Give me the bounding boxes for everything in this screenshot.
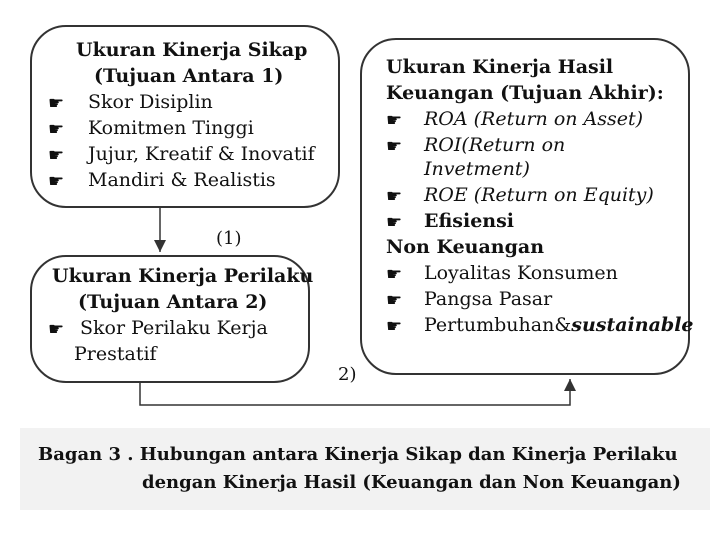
- sikap-item: Komitmen Tinggi: [88, 117, 254, 139]
- pointing-hand-icon: ☚: [48, 171, 65, 192]
- pointing-hand-icon: ☚: [386, 186, 403, 207]
- keuangan-item-roi: ROI(Return on: [424, 134, 566, 156]
- keuangan-item-roe: ROE (Return on Equity): [424, 184, 654, 206]
- box-kinerja-hasil: [360, 38, 694, 375]
- caption-panel: [20, 428, 710, 510]
- pointing-hand-icon: ☚: [386, 264, 403, 285]
- non-keuangan-item-pertumbuhan: [424, 314, 694, 336]
- arrow-label-2: 2): [338, 364, 357, 385]
- sikap-item: Mandiri & Realistis: [88, 169, 276, 191]
- perilaku-title-line1: Ukuran Kinerja Perilaku: [52, 265, 314, 287]
- perilaku-title-line2: (Tujuan Antara 2): [78, 291, 268, 313]
- keuangan-item-efisiensi: Efisiensi: [424, 210, 515, 232]
- caption-line2: dengan Kinerja Hasil (Keuangan dan Non Keuangan): [142, 472, 681, 493]
- pointing-hand-icon: ☚: [386, 136, 403, 157]
- pointing-hand-icon: ☚: [386, 212, 403, 233]
- non-keuangan-heading: Non Keuangan: [386, 236, 545, 258]
- perilaku-item-line2: Prestatif: [74, 343, 157, 365]
- sikap-item: Jujur, Kreatif & Inovatif: [88, 143, 315, 165]
- sustainable-text: sustainable: [571, 314, 694, 336]
- keuangan-item-roa: ROA (Return on Asset): [424, 108, 644, 130]
- perilaku-item-line1: Skor Perilaku Kerja: [80, 317, 268, 339]
- sikap-title-line1: Ukuran Kinerja Sikap: [76, 39, 308, 61]
- box-kinerja-perilaku: [30, 255, 314, 383]
- sikap-item: Skor Disiplin: [88, 91, 213, 113]
- pointing-hand-icon: ☚: [48, 319, 65, 340]
- non-keuangan-item: Pangsa Pasar: [424, 288, 553, 310]
- pointing-hand-icon: ☚: [48, 145, 65, 166]
- pertumbuhan-text: Pertumbuhan&: [424, 314, 572, 336]
- pointing-hand-icon: ☚: [386, 290, 403, 311]
- box-kinerja-sikap: [30, 25, 340, 208]
- non-keuangan-item: Loyalitas Konsumen: [424, 262, 618, 284]
- hasil-title-line1: Ukuran Kinerja Hasil: [386, 56, 614, 78]
- hasil-title-line2: Keuangan (Tujuan Akhir):: [386, 82, 664, 104]
- pointing-hand-icon: ☚: [386, 110, 403, 131]
- pointing-hand-icon: ☚: [48, 93, 65, 114]
- caption-line1: Bagan 3 . Hubungan antara Kinerja Sikap dan Kinerja Perilaku: [38, 444, 678, 465]
- pointing-hand-icon: ☚: [386, 316, 403, 337]
- pointing-hand-icon: ☚: [48, 119, 65, 140]
- sikap-title-line2: (Tujuan Antara 1): [94, 65, 284, 87]
- keuangan-item-roi-cont: Invetment): [424, 158, 530, 180]
- arrow-label-1: (1): [216, 228, 242, 249]
